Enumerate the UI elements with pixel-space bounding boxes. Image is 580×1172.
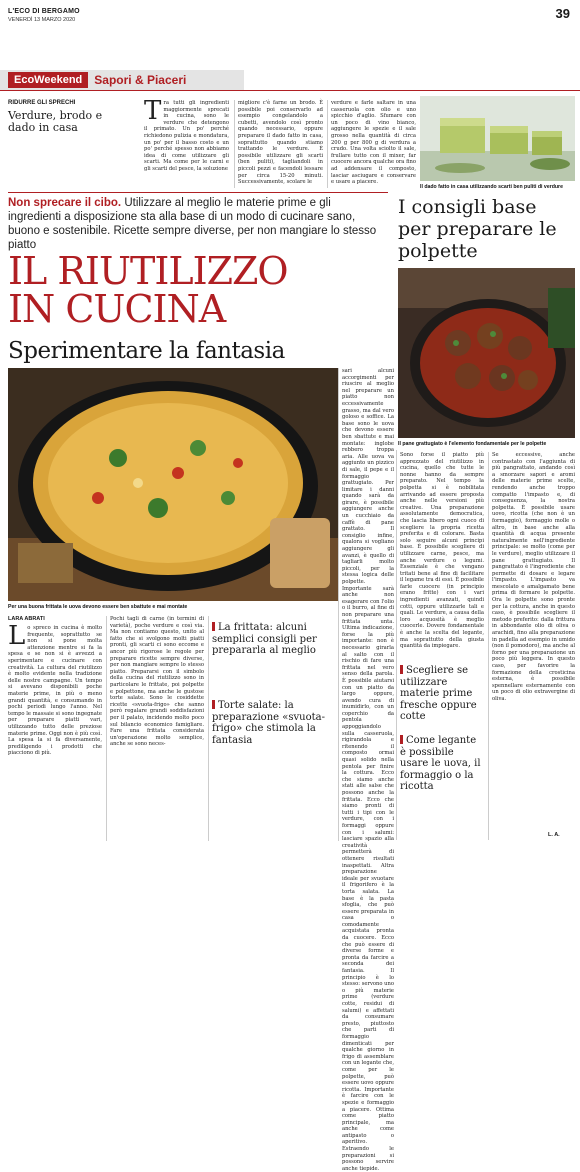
subtitle-divider [8, 192, 388, 193]
column-rule [396, 450, 397, 840]
box-kicker: RIDURRE GLI SPRECHI [8, 100, 76, 106]
masthead-date: VENERDÌ 13 MARZO 2020 [8, 17, 76, 23]
sidebar-column-1: Sono forse il piatto più apprezzato del riutilizzo in cucina, quello che tutte le nonne hanno da sempre preparato. Nel tempo la polpetta si è nobilitata arrivando ad essere proposta anche nelle versioni più creative. Una preparazione assolutamente democratica, che lascia libero ogni cuoco di scegliere la propria ricetta preferita e di colorare. Basta solo seguire alcuni principi base. È possibile scegliere di utilizzare carne, pesce, ma anche verdure o legumi. Essenziale è che vengano tritati bene al fine di facilitare il legame tra di essi. È possibile farle cuocere (in principio erano fritte) con i vari ingredienti avanzati, quindi cotti, oppure utilizzarle tali e quali. Le verdure, a causa della loro acquosità è meglio cuocerle. Dovere fondamentale è anche la scelta del legante, ma soprattutto della giusta quantità da impiegare. [400, 452, 484, 650]
column-rule [208, 616, 209, 841]
main-column-3: sari alcuni accorgimenti per riuscire al meglio nel preparare un piatto non eccessivamente grasso, ma dal vero goloso e soffice. La base sono le uova che devono essere ben sbattute e mai montate: inglobe rebbero troppa aria. Alle uova va aggiunto un pizzico di sale, il pepe e il formaggio grattugiato. Per limitare i danni quando sarà da girare, è possibile aggiungere anche un cucchiaio da caffè di pane grattato. Il consiglio infine, qualora si vogliano aggiungere gli avanzi, è quello di tagliarli molto piccoli, per la stessa logica delle polpette. Importante sarà anche non esagerare con l'olio o il burro, al fine di non preparare una frittata unta. Ultima indicazione, forse la più importante: non è necessario girarla al salto con il rischio di fare una frittata nel vero senso della parola. È possibile aiutarsi con un piatto da largo oppure, avendo cura di inumidirlo, con un coperchio da pentola appoggiandolo sulla casseruola, rigirandola e ritenendo il composto ormai quasi solido nella pentola per finire la cottura. Ecco che siamo anche stati alle salse che possono anche la frittata. Ecco che siamo pronti di tutti i tipi con le verdure, con i formaggi oppure con i salumi: lasciare spazio alla creatività permetterà di ottenere risultati inaspettati. Altra preparazione ideale per svuotare il frigorifero è la torta salata. La base è la pasta sfoglia, che può essere preparata in casa o comodamente acquistata pronta da cuocere. Ecco che può essere di diverse forme e pronta da farcire a seconda dei fantasia. Il principio è lo stesso: servono uno o più materie prime (verdure cotte, residui di salumi) e affettati da consumare presto, piuttosto che parti di formaggio dimenticati per qualche giorno in frigo di assemblare con un legante che, come per le polpette, può essere uovo oppure ricotta. Importante è farcire con le spezie e formaggio a piacere. Ottima come piatto principale, ma anche come antipasto o aperitivo. Estraendo le preparazioni si possono servire anche tiepide. [342, 368, 394, 1172]
masthead-name: L'ECO DI BERGAMO [8, 8, 80, 15]
pullquote-legante: Come legante è possibile usare le uova, il formaggio o la ricotta [400, 735, 481, 792]
pullquote-marker [400, 735, 403, 744]
meatballs-photo [398, 268, 575, 438]
column-rule [488, 452, 489, 840]
stock-cube-photo [420, 96, 575, 181]
main-column-1: Lo spreco in cucina è molto frequente, soprattutto se non si pone molta attenzione mentre si fa la spesa e se non si è avvezzi a sperimentare e cucinare con creatività. La cultura del riutilizzo è molto evidente nella tradizione delle nostre campagne. Un tempo si avevano disponibili poche materie prime, in più o meno grandi quantità, e consumando in pochi periodi lungo l'anno. Nel tempo le massaie si sono ingegnate per preparare piatti vari, utilizzando tutto delle preziose materie prime. Oggi non è più così. La spesa la si fa diversamente, prediligendo i prodotti che piacciono di più. [8, 621, 102, 757]
pullquote-marker [400, 665, 403, 674]
headline-line-1: IL RIUTILIZZO [8, 249, 288, 293]
main-dropcap: L [8, 621, 26, 651]
section-divider [0, 90, 580, 91]
column-rule [106, 616, 107, 841]
pullquote-frittata: La frittata: alcuni semplici consigli per prepararla al meglio [212, 622, 317, 656]
box-column-2: migliore c'è farne un brodo. È possibile poi conservarlo ad esempio congelandolo a cubetti, avendolo così pronto quando necessario, oppure preparare il dado fatto in casa, soprattutto quando stiamo trattando le verdure. È possibile utilizzare gli scarti (ben puliti), tagliandoli in piccoli pezzi e facendoli lessare per circa 15-20 minuti. Successivamente, scolare le [238, 100, 323, 186]
sidebar-title: I consigli base per preparare le polpette [398, 196, 557, 262]
pullquote-materie-prime: Scegliere se utilizzare materie prime fresche oppure cotte [400, 665, 477, 722]
headline-line-3: Sperimentare la fantasia [8, 338, 285, 364]
section-tag: EcoWeekend [8, 72, 88, 88]
column-rule [234, 100, 235, 188]
pullquote-marker [212, 622, 215, 631]
box-dropcap: T [144, 96, 162, 126]
box-column-1: Tra tutti gli ingredienti maggiormente sprecati in cucina, sono le verdure che detengono il primato. Un po' perché richiedono pulizia e mondatura, un po' per il basso costo e un po' perché spesso non abbiamo idea di come utilizzare gli scarti. Ma come per le carni e gli scarti del pesce, la soluzione [144, 96, 229, 172]
main-column-2: Pochi tagli di carne (in termini di varietà), poche verdure e così via. Ma non contiamo questo, unito al fatto che si svolgono molti piatti pronti, gli scarti ci sono eccome e ancor più rigorose le regole per preparare ricette sempre diverse, per non mangiare sempre lo stesso piatto. Prepararsi con il simbolo della cucina del riutilizzo sono in particolare le frittate, poi polpette e polpettone, ma anche le gustose torte salate. Sono le cosiddette ricette «svuota-frigo» che sanno però regalare grandi soddisfazioni per il palato, incidendo molto poco sul bilancio economico famigliare. Fare una frittata considerata un'operazione molto semplice, anche se sono neces- [110, 616, 204, 748]
stock-cube-caption: Il dado fatto in casa utilizzando scarti ben puliti di verdure [420, 184, 563, 190]
author-byline: LARA ABRATI [8, 616, 45, 622]
frittata-photo [8, 368, 338, 601]
pullquote-marker [212, 700, 215, 709]
frittata-caption: Per una buona frittata le uova devono essere ben sbattute e mai montate [8, 604, 188, 610]
column-rule [327, 100, 328, 188]
section-bar [0, 70, 244, 90]
pullquote-torte-salate: Torte salate: la preparazione «svuota-frigo» che stimola la fantasia [212, 700, 325, 746]
box-title: Verdure, brodo e dado in casa [8, 109, 103, 134]
meatballs-caption: Il pane grattugiato è l'elemento fondamentale per le polpette [398, 441, 547, 447]
sidebar-signature: L. A. [548, 832, 560, 838]
article-subtitle: Non sprecare il cibo. Utilizzare al meglio le materie prime e gli ingredienti a disposizione sta alla base di un modo di cucinare sano, buono e sostenibile. Ricette sempre diverse, per non mangiare lo stesso piatto [8, 197, 377, 251]
column-rule [338, 368, 339, 841]
page-number: 39 [555, 6, 570, 21]
section-title: Sapori & Piaceri [94, 73, 187, 87]
headline-line-2: IN CUCINA [8, 287, 226, 331]
box-column-3: verdure e farle saltare in una casseruola con olio e uno spicchio d'aglio. Sfumare con un poco di vino bianco, aggiungere le spezie e il sale grosso nella quantità di circa 200 g per 800 g di verdura a crudo. Una volta sciolto il sale, frullare tutto con il mixer, far cuocere ancora qualche ora fino ad addensare il composto, lasciar asciugare e conservare e usare a piacere. [331, 100, 416, 186]
sidebar-column-2: Se eccessive, anche contrastato con l'aggiunta di più pangrattato, andando così a smorzare sapori e aromi delle materie prime scelte, rendendo anche troppo compatto l'impasto e, di conseguenza, la nostra polpetta. È possibile usare uovo, ricotta (che non è un formaggio), formaggio molle o altro, in base anche alla quantità di acqua presente naturalmente nell'ingrediente principale: se molto (come per le verdure), meglio utilizzare il pane grattugiato. Il pangrattato è l'ingrediente che permette di dosare e legare l'impasto. L'impasto va mescolato e amalgamato bene prima di formare le polpette. Ora le polpette sono pronte per la cottura, anche in questo caso, è possibile scegliere il metodo preferito: dalla frittura in abbondante olio di oliva o arachidi, fino alla preparazione in padella ad esempio in umido (non il pomodoro), ma anche al forno per una preparazione un poco più leggera. In questo caso, per favorire la formazione della crosticina esterna, è possibile spennellare esternamente con un poco di olio extravergine di oliva. [492, 452, 575, 702]
